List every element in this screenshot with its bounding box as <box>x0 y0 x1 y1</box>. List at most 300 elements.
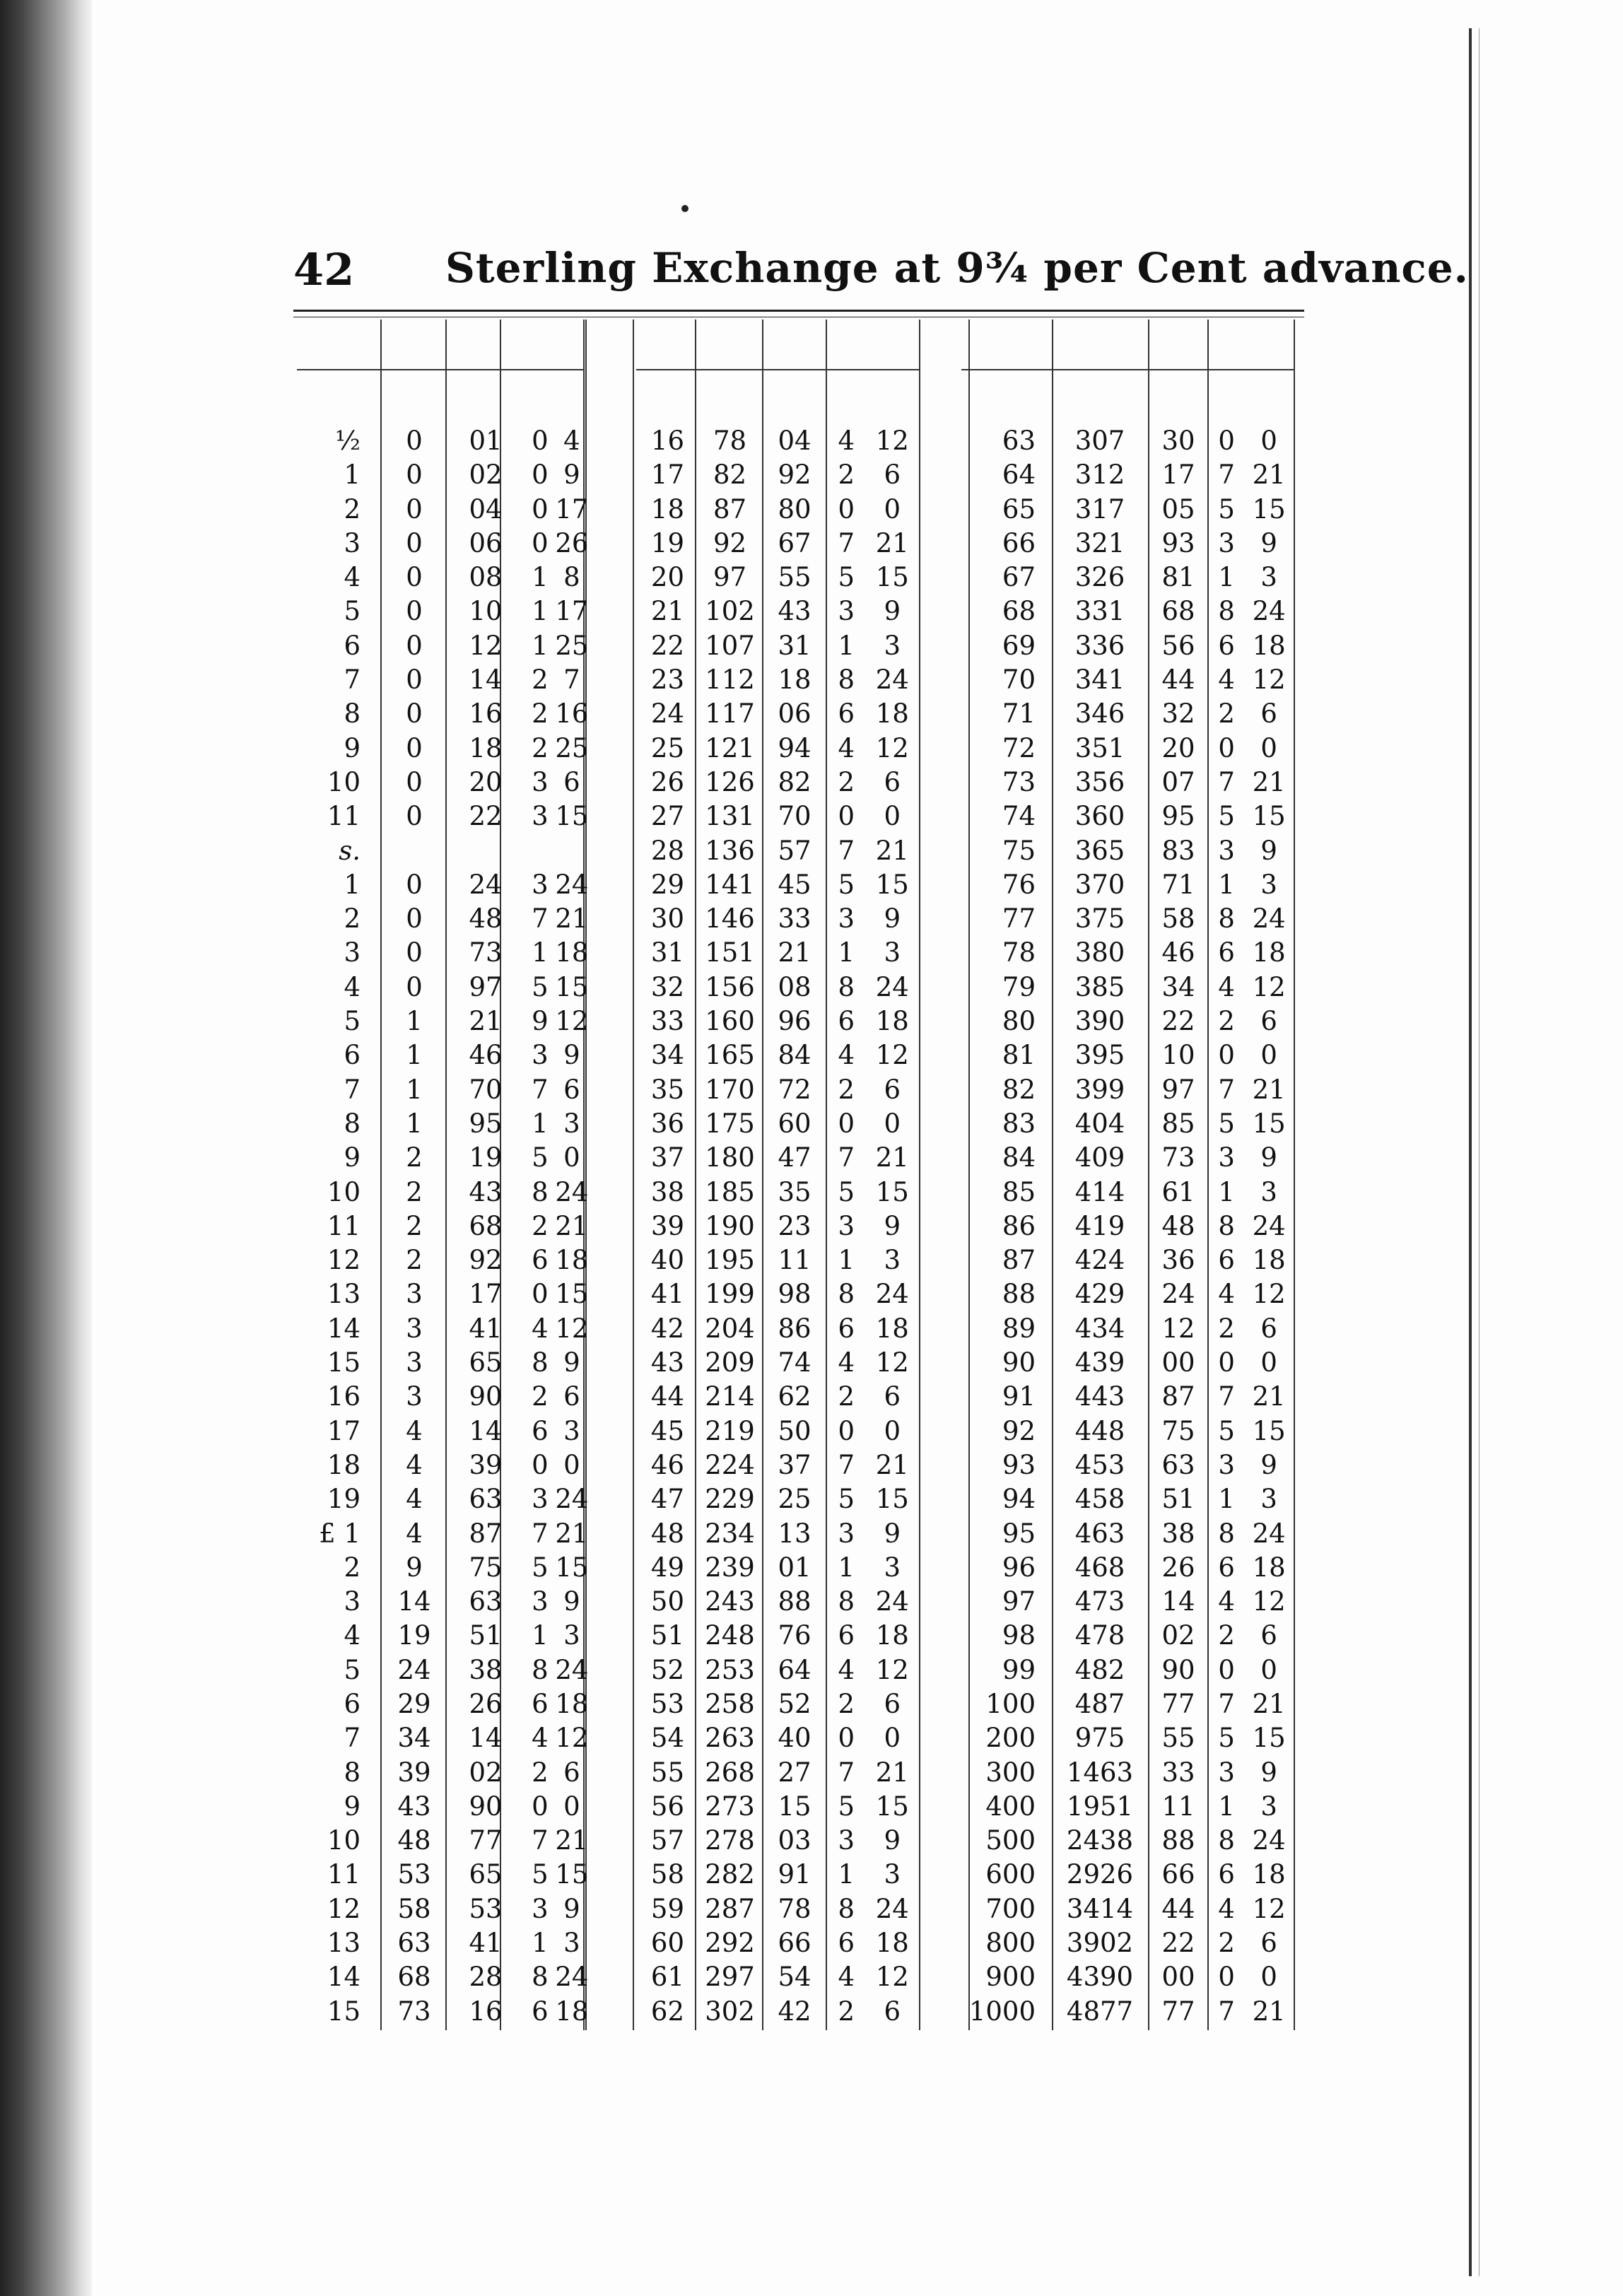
table-cell: 24 <box>650 698 684 730</box>
table-cell: 85 <box>1002 1176 1036 1207</box>
table-cell: 200 <box>985 1723 1036 1754</box>
table-cell: 7 <box>1218 1688 1235 1719</box>
table-cell: 9 <box>884 596 901 627</box>
table-cell: 2438 <box>1066 1825 1134 1856</box>
table-cell: 34 <box>650 1040 684 1071</box>
table-1-column-cents <box>763 424 826 2029</box>
table-1-column-pence <box>866 424 919 2029</box>
table-cell: 3 <box>344 527 361 558</box>
table-cell: 8 <box>1218 596 1235 627</box>
table-cell: 61 <box>1161 1176 1195 1207</box>
table-cell: 43 <box>650 1347 684 1378</box>
table-cell: 351 <box>1074 732 1125 763</box>
table-cell: 6 <box>563 1074 580 1105</box>
table-cell: 81 <box>1002 1040 1036 1071</box>
table-cell: 8 <box>532 1962 549 1993</box>
table-cell: 4 <box>344 1620 361 1651</box>
table-cell: 12 <box>1252 1586 1286 1617</box>
table-cell: 12 <box>875 1347 909 1378</box>
table-cell: 78 <box>778 1893 812 1924</box>
table-cell: 9 <box>532 1006 549 1037</box>
table-cell: 53 <box>650 1688 684 1719</box>
table-cell: 32 <box>650 971 684 1002</box>
table-cell: 21 <box>875 527 909 558</box>
table-cell: 21 <box>875 1757 909 1788</box>
table-cell: 77 <box>1161 1688 1195 1719</box>
table-cell: 60 <box>778 1108 812 1139</box>
table-cell: 7 <box>563 664 580 696</box>
table-cell: 1 <box>532 630 549 661</box>
table-cell: 1 <box>838 630 855 661</box>
table-cell: 30 <box>1161 426 1195 456</box>
table-cell: 53 <box>469 1893 503 1924</box>
table-cell: 57 <box>650 1825 684 1856</box>
table-cell: 96 <box>1002 1552 1036 1583</box>
table-cell: 15 <box>555 801 589 832</box>
table-cell: 6 <box>838 1006 855 1037</box>
table-cell: 419 <box>1074 1210 1125 1241</box>
table-cell: 20 <box>469 766 503 797</box>
table-cell: 28 <box>650 835 684 866</box>
table-cell: 00 <box>1161 1347 1195 1378</box>
table-cell: 0 <box>884 1415 901 1446</box>
table-cell: 0 <box>406 459 423 491</box>
table-cell: 7 <box>532 903 549 935</box>
table-cell: 8 <box>1218 1210 1235 1241</box>
table-cell: 74 <box>778 1347 812 1378</box>
table-cell: 44 <box>1161 1893 1195 1924</box>
table-cell: 25 <box>555 732 589 763</box>
table-cell: 2 <box>532 698 549 730</box>
table-cell: 429 <box>1074 1279 1125 1310</box>
table-cell: 21 <box>875 1142 909 1173</box>
table-cell: 73 <box>469 937 503 968</box>
table-1-column-mills <box>827 424 866 2029</box>
table-cell: 6 <box>1260 698 1277 730</box>
table-cell: 78 <box>713 426 747 456</box>
table-cell: 3 <box>563 1928 580 1959</box>
table-cell: 448 <box>1074 1415 1125 1446</box>
table-cell: 21 <box>875 1449 909 1480</box>
table-cell: 97 <box>469 971 503 1002</box>
table-cell: 22 <box>650 630 684 661</box>
table-cell: 44 <box>1161 664 1195 696</box>
table-cell: 404 <box>1074 1108 1125 1139</box>
table-cell: 24 <box>555 1654 589 1685</box>
table-cell: 0 <box>1260 1654 1277 1685</box>
table-cell: 0 <box>406 562 423 593</box>
table-cell: 77 <box>1161 1996 1195 2027</box>
table-cell: 0 <box>1218 1654 1235 1685</box>
table-cell: 473 <box>1074 1586 1125 1617</box>
table-cell: 3 <box>532 1893 549 1924</box>
table-cell: 7 <box>1218 766 1235 797</box>
table-cell: 48 <box>397 1825 431 1856</box>
table-cell: 12 <box>327 1245 361 1276</box>
table-cell: 49 <box>650 1552 684 1583</box>
table-cell: 82 <box>713 459 747 491</box>
table-cell: 3 <box>884 937 901 968</box>
table-cell: 41 <box>469 1313 503 1344</box>
table-cell: 15 <box>1252 493 1286 525</box>
table-cell: 67 <box>1002 562 1036 593</box>
table-cell: 1463 <box>1066 1757 1134 1788</box>
table-cell: 18 <box>875 1006 909 1037</box>
table-cell: 15 <box>1252 801 1286 832</box>
table-cell: 1951 <box>1066 1791 1134 1822</box>
table-cell: 5 <box>838 562 855 593</box>
table-cell: 45 <box>650 1415 684 1446</box>
book-spine-shadow <box>0 0 92 2296</box>
table-cell: 12 <box>875 1962 909 1993</box>
table-cell: 10 <box>327 1176 361 1207</box>
table-cell: 263 <box>705 1723 755 1754</box>
table-cell: 24 <box>1252 596 1286 627</box>
table-cell: 51 <box>1161 1484 1195 1515</box>
table-cell: 38 <box>469 1654 503 1685</box>
table-cell: 321 <box>1074 527 1125 558</box>
table-cell: 204 <box>705 1313 755 1344</box>
table-cell: 6 <box>838 1313 855 1344</box>
table-cell: 7 <box>1218 1381 1235 1412</box>
table-cell: 4 <box>838 1040 855 1071</box>
table-cell: 1000 <box>968 1996 1036 2027</box>
table-cell: 0 <box>532 459 549 491</box>
table-cell: 4 <box>838 1654 855 1685</box>
table-cell: 482 <box>1074 1654 1125 1685</box>
table-cell: 21 <box>555 1210 589 1241</box>
table-cell: 30 <box>650 903 684 935</box>
table-cell: 287 <box>705 1893 755 1924</box>
table-cell: 87 <box>1161 1381 1195 1412</box>
table-cell: 9 <box>1260 1757 1277 1788</box>
table-cell: 65 <box>469 1859 503 1890</box>
table-cell: 0 <box>1218 732 1235 763</box>
table-cell: 12 <box>875 732 909 763</box>
table-cell: 4 <box>532 1313 549 1344</box>
table-cell: 95 <box>1161 801 1195 832</box>
table-cell: 4 <box>532 1723 549 1754</box>
table-cell: 63 <box>1161 1449 1195 1480</box>
table-cell: 5 <box>838 1484 855 1515</box>
page-edge <box>1469 28 1472 2276</box>
table-cell: 478 <box>1074 1620 1125 1651</box>
table-cell: 73 <box>1002 766 1036 797</box>
table-cell: 219 <box>705 1415 755 1446</box>
table-cell: 15 <box>1252 1415 1286 1446</box>
table-cell: 0 <box>406 426 423 456</box>
table-cell: 68 <box>1002 596 1036 627</box>
table-cell: 22 <box>1161 1928 1195 1959</box>
table-cell: 4390 <box>1066 1962 1134 1993</box>
table-cell: 24 <box>555 1176 589 1207</box>
table-cell: 63 <box>469 1484 503 1515</box>
table-cell: 75 <box>1161 1415 1195 1446</box>
table-cell: 21 <box>469 1006 503 1037</box>
table-cell: 326 <box>1074 562 1125 593</box>
table-cell: 58 <box>1161 903 1195 935</box>
table-cell: 0 <box>1260 1347 1277 1378</box>
table-cell: 6 <box>884 1074 901 1105</box>
table-cell: 5 <box>1218 493 1235 525</box>
table-cell: 395 <box>1074 1040 1125 1071</box>
table-cell: 14 <box>1161 1586 1195 1617</box>
table-cell: 443 <box>1074 1381 1125 1412</box>
table-2-column-cents <box>1149 424 1208 2029</box>
table-cell: 47 <box>778 1142 812 1173</box>
table-cell: 2 <box>1218 1928 1235 1959</box>
table-cell: 7 <box>838 527 855 558</box>
table-cell: 61 <box>650 1962 684 1993</box>
table-cell: 3 <box>1218 527 1235 558</box>
table-cell: 2 <box>838 1074 855 1105</box>
table-cell: 11 <box>778 1245 812 1276</box>
table-cell: 117 <box>705 698 755 730</box>
table-cell: 4 <box>344 562 361 593</box>
table-cell: 9 <box>563 1347 580 1378</box>
table-cell: 6 <box>1218 630 1235 661</box>
table-cell: 165 <box>705 1040 755 1071</box>
table-cell: 5 <box>838 1176 855 1207</box>
table-cell: 21 <box>650 596 684 627</box>
table-cell: 2 <box>406 1176 423 1207</box>
table-cell: 54 <box>778 1962 812 1993</box>
table-0-column-dollars <box>382 424 447 2029</box>
table-cell: 21 <box>1252 459 1286 491</box>
table-cell: 15 <box>1252 1723 1286 1754</box>
table-cell: 278 <box>705 1825 755 1856</box>
table-cell: 6 <box>563 766 580 797</box>
table-cell: 43 <box>397 1791 431 1822</box>
table-cell: 31 <box>650 937 684 968</box>
table-cell: s. <box>339 835 361 866</box>
table-cell: 66 <box>778 1928 812 1959</box>
table-cell: 253 <box>705 1654 755 1685</box>
table-cell: 5 <box>532 1859 549 1890</box>
table-cell: 88 <box>1002 1279 1036 1310</box>
table-cell: 81 <box>1161 562 1195 593</box>
table-cell: 0 <box>406 527 423 558</box>
table-cell: 12 <box>1252 971 1286 1002</box>
table-cell: 12 <box>875 1654 909 1685</box>
table-cell: 121 <box>705 732 755 763</box>
table-cell: 35 <box>778 1176 812 1207</box>
table-cell: 0 <box>532 493 549 525</box>
table-cell: 37 <box>650 1142 684 1173</box>
table-cell: 463 <box>1074 1518 1125 1549</box>
table-cell: 4 <box>406 1415 423 1446</box>
table-cell: 82 <box>1002 1074 1036 1105</box>
table-cell: 18 <box>327 1449 361 1480</box>
table-cell: 12 <box>327 1893 361 1924</box>
table-cell: 302 <box>705 1996 755 2027</box>
table-cell: 43 <box>778 596 812 627</box>
table-cell: 3 <box>1218 1142 1235 1173</box>
table-cell: 60 <box>650 1928 684 1959</box>
table-cell: 1 <box>406 1040 423 1071</box>
table-cell: 24 <box>875 1586 909 1617</box>
table-cell: 0 <box>1260 732 1277 763</box>
table-cell: 3 <box>884 1859 901 1890</box>
table-cell: 42 <box>650 1313 684 1344</box>
table-cell: 3414 <box>1066 1893 1134 1924</box>
table-cell: 6 <box>532 1688 549 1719</box>
table-cell: 97 <box>713 562 747 593</box>
table-cell: 9 <box>884 1210 901 1241</box>
table-cell: 8 <box>838 1893 855 1924</box>
table-cell: 21 <box>555 1825 589 1856</box>
table-cell: 38 <box>1161 1518 1195 1549</box>
table-cell: 380 <box>1074 937 1125 968</box>
table-cell: 453 <box>1074 1449 1125 1480</box>
table-cell: 15 <box>327 1347 361 1378</box>
table-cell: 02 <box>1161 1620 1195 1651</box>
table-cell: 69 <box>1002 630 1036 661</box>
table-cell: 12 <box>1161 1313 1195 1344</box>
table-cell: 65 <box>469 1347 503 1378</box>
table-cell: 3 <box>1218 1757 1235 1788</box>
table-cell: 3 <box>406 1279 423 1310</box>
table-cell: 92 <box>1002 1415 1036 1446</box>
table-cell: 52 <box>650 1654 684 1685</box>
page-edge-inner <box>1479 28 1480 2276</box>
table-cell: 18 <box>555 1688 589 1719</box>
ink-dot <box>681 205 689 212</box>
table-cell: 2 <box>344 1552 361 1583</box>
table-cell: 87 <box>469 1518 503 1549</box>
table-cell: 88 <box>1161 1825 1195 1856</box>
table-cell: 18 <box>555 937 589 968</box>
table-cell: 0 <box>838 1415 855 1446</box>
table-cell: 21 <box>1252 1074 1286 1105</box>
table-cell: 2 <box>406 1142 423 1173</box>
table-cell: 98 <box>778 1279 812 1310</box>
table-cell: 3 <box>1260 1176 1277 1207</box>
table-cell: 4 <box>1218 1279 1235 1310</box>
table-cell: 9 <box>884 1518 901 1549</box>
table-cell: 70 <box>778 801 812 832</box>
table-cell: 70 <box>1002 664 1036 696</box>
table-cell: 180 <box>705 1142 755 1173</box>
table-cell: 77 <box>469 1825 503 1856</box>
table-cell: 458 <box>1074 1484 1125 1515</box>
table-cell: 600 <box>985 1859 1036 1890</box>
table-cell: 3 <box>838 1210 855 1241</box>
table-cell: 18 <box>1252 1552 1286 1583</box>
table-cell: 33 <box>778 903 812 935</box>
table-2-column-pence <box>1244 424 1294 2029</box>
table-cell: 11 <box>327 1859 361 1890</box>
table-cell: 11 <box>327 801 361 832</box>
table-cell: 0 <box>532 1449 549 1480</box>
table-cell: 6 <box>838 1928 855 1959</box>
table-cell: 9 <box>884 1825 901 1856</box>
table-cell: 1 <box>532 562 549 593</box>
table-cell: 5 <box>1218 801 1235 832</box>
table-cell: 55 <box>778 562 812 593</box>
table-cell: 3 <box>563 1108 580 1139</box>
table-cell: 44 <box>650 1381 684 1412</box>
table-cell: 63 <box>1002 426 1036 456</box>
table-cell: 86 <box>1002 1210 1036 1241</box>
table-cell: 0 <box>1260 426 1277 456</box>
table-cell: 92 <box>778 459 812 491</box>
table-cell: 1 <box>1218 1791 1235 1822</box>
table-cell: 02 <box>469 1757 503 1788</box>
table-cell: 6 <box>1218 1245 1235 1276</box>
table-cell: 6 <box>563 1381 580 1412</box>
table-cell: 4 <box>838 732 855 763</box>
table-cell: 74 <box>1002 801 1036 832</box>
table-cell: 07 <box>1161 766 1195 797</box>
table-cell: 8 <box>532 1176 549 1207</box>
table-cell: 15 <box>555 1279 589 1310</box>
table-cell: 1 <box>344 869 361 900</box>
table-cell: 18 <box>1252 1859 1286 1890</box>
table-cell: 29 <box>397 1688 431 1719</box>
table-cell: 45 <box>778 869 812 900</box>
table-cell: 41 <box>469 1928 503 1959</box>
table-cell: 24 <box>875 664 909 696</box>
table-cell: 15 <box>327 1996 361 2027</box>
table-cell: 21 <box>1252 1996 1286 2027</box>
table-cell: 7 <box>838 1449 855 1480</box>
table-cell: 95 <box>469 1108 503 1139</box>
table-cell: 14 <box>397 1586 431 1617</box>
table-cell: 1 <box>1218 1176 1235 1207</box>
table-cell: 331 <box>1074 596 1125 627</box>
table-cell: 14 <box>327 1313 361 1344</box>
table-cell: 14 <box>327 1962 361 1993</box>
table-cell: 46 <box>650 1449 684 1480</box>
table-cell: 500 <box>985 1825 1036 1856</box>
table-cell: 4 <box>838 1962 855 1993</box>
table-cell: 04 <box>469 493 503 525</box>
table-cell: 8 <box>563 562 580 593</box>
table-cell: 7 <box>838 1757 855 1788</box>
table-cell: 6 <box>532 1415 549 1446</box>
table-cell: 6 <box>1218 937 1235 968</box>
table-cell: 2 <box>838 459 855 491</box>
table-cell: 29 <box>650 869 684 900</box>
table-cell: 89 <box>1002 1313 1036 1344</box>
table-cell: 224 <box>705 1449 755 1480</box>
table-cell: 6 <box>344 1688 361 1719</box>
table-cell: 66 <box>1002 527 1036 558</box>
table-cell: 2 <box>838 1688 855 1719</box>
table-cell: 1 <box>838 1552 855 1583</box>
table-cell: 175 <box>705 1108 755 1139</box>
table-cell: 0 <box>1260 1040 1277 1071</box>
table-cell: 62 <box>650 1996 684 2027</box>
table-cell: 15 <box>875 562 909 593</box>
table-cell: 51 <box>469 1620 503 1651</box>
table-cell: 3 <box>532 869 549 900</box>
table-cell: 17 <box>1161 459 1195 491</box>
table-cell: 05 <box>1161 493 1195 525</box>
table-cell: 1 <box>532 1928 549 1959</box>
table-cell: 2 <box>532 732 549 763</box>
table-cell: 1 <box>532 937 549 968</box>
table-cell: 7 <box>1218 459 1235 491</box>
table-cell: 4877 <box>1066 1996 1134 2027</box>
table-cell: 12 <box>875 1040 909 1071</box>
table-cell: 199 <box>705 1279 755 1310</box>
table-cell: 62 <box>778 1381 812 1412</box>
table-cell: 56 <box>650 1791 684 1822</box>
table-cell: 2 <box>406 1245 423 1276</box>
table-1-column-rule <box>919 320 920 2030</box>
